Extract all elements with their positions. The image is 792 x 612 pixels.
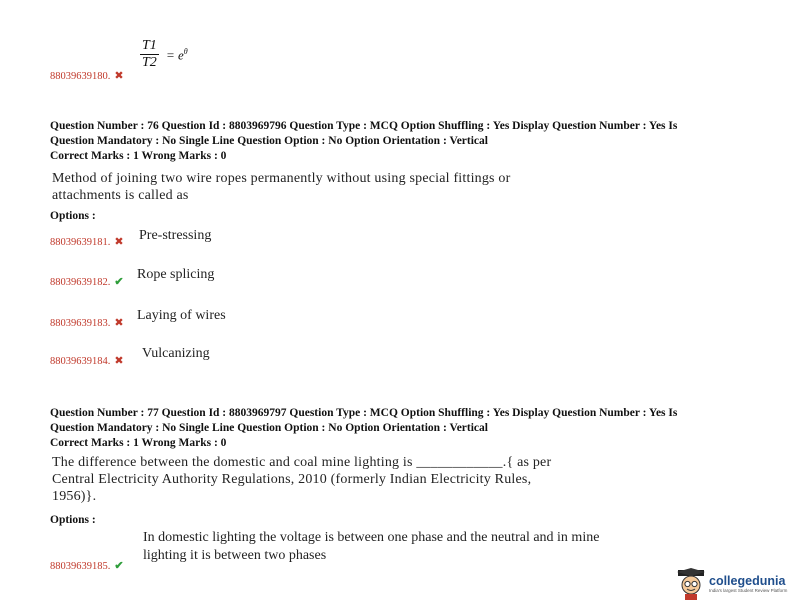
option-text: Rope splicing bbox=[137, 267, 215, 282]
option-id: 88039639185. ✔ bbox=[50, 560, 124, 572]
wrong-mark-icon: ✖ bbox=[114, 355, 124, 367]
wrong-mark-icon: ✖ bbox=[114, 236, 124, 248]
option-id: 88039639182. ✔ bbox=[50, 276, 124, 288]
option-id: 88039639183. ✖ bbox=[50, 317, 124, 329]
option-text: Pre-stressing bbox=[139, 228, 212, 243]
question-meta: Question Number : 76 Question Id : 8803969796 Question Type : MCQ Option Shuffling : Yes Display Question Number : Yes Is Question Mandatory : No Single Line Question Option : No Option Orientation : Vertical Correct Marks : 1 Wrong Marks : 0 bbox=[50, 120, 678, 162]
option-id: 88039639184. ✖ bbox=[50, 355, 124, 367]
mascot-icon bbox=[676, 568, 706, 600]
question-meta: Question Number : 77 Question Id : 8803969797 Question Type : MCQ Option Shuffling : Yes Display Question Number : Yes Is Question Mandatory : No Single Line Question Option : No Option Orientation : Vertical Correct Marks : 1 Wrong Marks : 0 bbox=[50, 407, 678, 449]
collegedunia-logo bbox=[676, 567, 787, 601]
wrong-mark-icon: ✖ bbox=[114, 70, 124, 82]
option-id: 88039639180. ✖ bbox=[50, 70, 124, 82]
correct-check-icon: ✔ bbox=[114, 560, 124, 572]
formula-denominator: T2 bbox=[142, 55, 157, 70]
formula-numerator: T1 bbox=[142, 38, 157, 53]
option-text: Vulcanizing bbox=[142, 346, 210, 361]
option-text: In domestic lighting the voltage is between one phase and the neutral and in mine lighting it is between two phases bbox=[143, 530, 600, 563]
option-text: Laying of wires bbox=[137, 308, 226, 323]
logo-tagline: India's largest Student Review Platform bbox=[709, 588, 788, 593]
formula-fraction bbox=[140, 38, 159, 71]
options-label: Options : bbox=[50, 514, 96, 526]
formula-rhs: = $e^\theta$ bbox=[166, 47, 188, 63]
question-text: Method of joining two wire ropes permanently without using special fittings or attachments is called as bbox=[52, 171, 511, 203]
wrong-mark-icon: ✖ bbox=[114, 317, 124, 329]
question-text: The difference between the domestic and coal mine lighting is ____________.{ as per Central Electricity Authority Regulations, 2010 (formerly Indian Electricity Rules, 1956)}. bbox=[52, 455, 552, 504]
logo-wordmark: collegedunia bbox=[709, 574, 786, 588]
options-label: Options : bbox=[50, 210, 96, 222]
option-id: 88039639181. ✖ bbox=[50, 236, 124, 248]
correct-check-icon: ✔ bbox=[114, 276, 124, 288]
